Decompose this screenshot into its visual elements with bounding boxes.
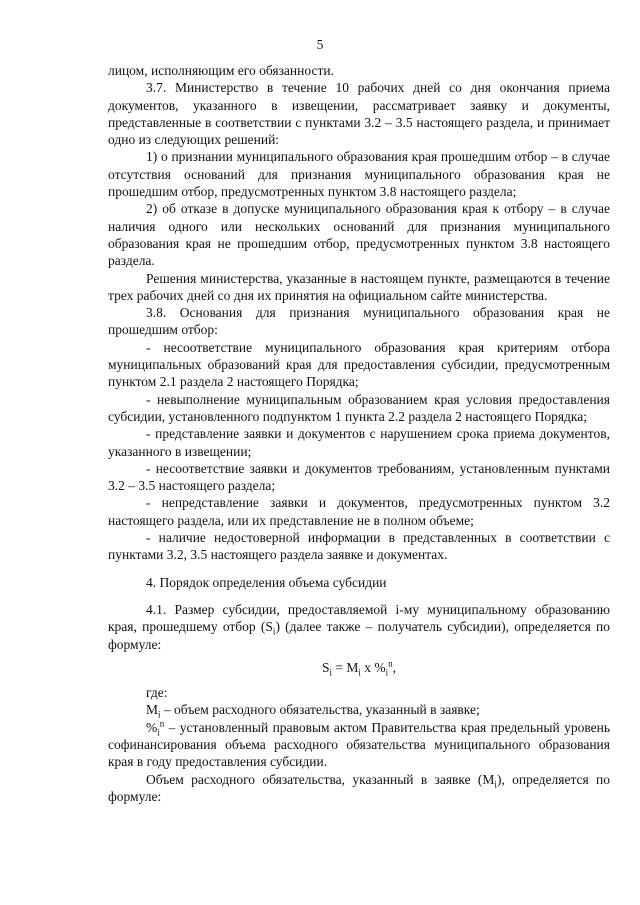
definition-percent: $\%_i^n$ – установленный правовым актом Правительства края предельный уровень софинансирования объема расходного обязательства муниципального образования края в году предоставления субсидии. bbox=[108, 718, 610, 770]
ground-list-item: - невыполнение муниципальным образованием края условия предоставления субсидии, установленного подпунктом 1 пункта 2.2 раздела 2 настоящего Порядка; bbox=[108, 391, 610, 424]
paragraph-decisions-publication: Решения министерства, указанные в настоящем пункте, размещаются в течение трех рабочих дней со дня их принятия на официальном сайте министерства. bbox=[108, 270, 610, 303]
paragraph-3-8: 3.8. Основания для признания муниципального образования края не прошедшим отбор: bbox=[108, 305, 610, 338]
ground-list-item: - непредставление заявки и документов, предусмотренных пунктом 3.2 настоящего раздела, или их представление не в полном объеме; bbox=[108, 495, 610, 528]
decision-option-2: 2) об отказе в допуске муниципального образования края к отбору – в случае наличия одного или нескольких оснований для признания муниципального образования края не прошедшим отбор, предусмотренных пунктом 3.8 настоящего раздела. bbox=[108, 201, 610, 269]
paragraph-volume-formula: Объем расходного обязательства, указанный в заявке $(M_i)$, определяется по формуле: bbox=[108, 771, 610, 804]
definition-m: $M_i$ – объем расходного обязательства, указанный в заявке; bbox=[146, 702, 480, 721]
section-heading: 4. Порядок определения объема субсидии bbox=[146, 574, 387, 590]
paragraph-3-7: 3.7. Министерство в течение 10 рабочих дней со дня окончания приема документов, указанного в извещении, рассматривает заявку и документы, представленные в соответствии с пунктами 3.2 – 3.5 настоящего раздела, и принимает одно из следующих решений: bbox=[108, 80, 610, 148]
where-label: где: bbox=[146, 685, 168, 701]
ground-list-item: - несоответствие заявки и документов требованиям, установленным пунктами 3.2 – 3.5 настоящего раздела; bbox=[108, 460, 610, 494]
decision-option-1: 1) о признании муниципального образования края прошедшим отбор – в случае отсутствия оснований для признания муниципального образования края не прошедшим отбор, предусмотренных пунктом 3.8 настоящего раздела; bbox=[108, 149, 610, 200]
ground-list-item: - представление заявки и документов с нарушением срока приема документов, указанного в извещении; bbox=[108, 426, 610, 459]
document-body bbox=[108, 62, 610, 805]
ground-list-item: - наличие недостоверной информации в представленных в соответствии с пунктами 3.2, 3.5 настоящего раздела заявке и документах. bbox=[108, 530, 610, 563]
page-number: 5 bbox=[316, 37, 324, 52]
paragraph-4-1: 4.1. Размер субсидии, предоставляемой i-му муниципальному образованию края, прошедшему отбор $(S_i)$ (далее также – получатель субсидии), определяется по формуле: bbox=[108, 601, 611, 652]
paragraph: лицом, исполняющим его обязанности. bbox=[108, 63, 334, 78]
subsidy-formula: $S_i = M_i$ x $\%_i^n$, bbox=[321, 658, 397, 678]
ground-list-item: - несоответствие муниципального образования края критериям отбора муниципальных образований края для предоставления субсидии, предусмотренным пунктом 2.1 раздела 2 настоящего Порядка; bbox=[108, 339, 610, 390]
